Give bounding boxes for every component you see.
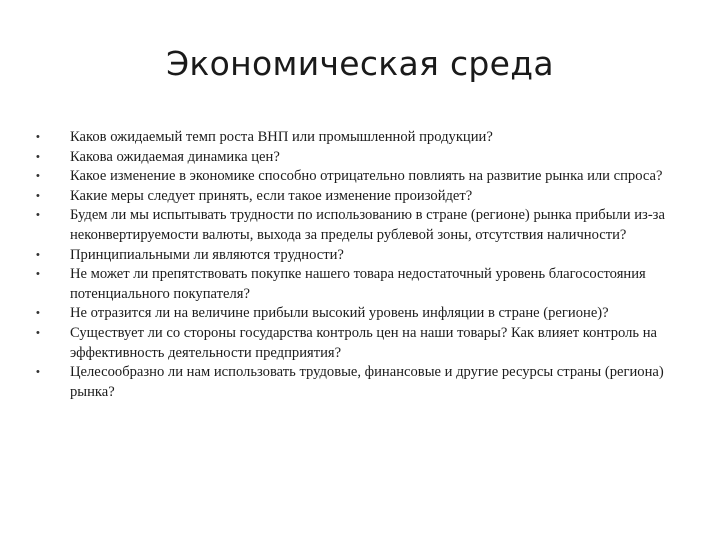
list-item-text: Какие меры следует принять, если такое изменение произойдет? xyxy=(70,187,473,204)
list-item xyxy=(36,265,686,304)
list-item xyxy=(36,206,686,245)
list-item-text: Не может ли препятствовать покупке нашего товара недостаточный уровень благосостояния потенциального покупателя? xyxy=(70,266,646,302)
bullet-icon: • xyxy=(36,307,40,320)
list-item xyxy=(36,363,686,402)
bullet-icon: • xyxy=(36,150,40,163)
bullet-icon: • xyxy=(36,366,40,379)
list-item-text: Какое изменение в экономике способно отрицательно повлиять на развитие рынка или спроса? xyxy=(70,168,663,185)
list-item xyxy=(36,246,686,266)
bullet-icon: • xyxy=(36,268,40,281)
list-item xyxy=(36,128,686,148)
list-item-text: Не отразится ли на величине прибыли высокий уровень инфляции в стране (регионе)? xyxy=(70,305,609,322)
bullet-icon: • xyxy=(36,248,40,261)
bullet-list xyxy=(36,128,686,402)
list-item xyxy=(36,167,686,187)
bullet-icon: • xyxy=(36,189,40,202)
bullet-icon: • xyxy=(36,131,40,143)
list-item xyxy=(36,304,686,324)
list-item-text: Существует ли со стороны государства контроль цен на наши товары? Как влияет контроль на эффективность деятельности предприятия? xyxy=(70,324,658,361)
bullet-icon: • xyxy=(36,326,40,339)
slide-title: Экономическая среда xyxy=(166,44,554,83)
list-item xyxy=(36,324,686,363)
list-item xyxy=(36,148,686,168)
list-item-text: Каков ожидаемый темп роста ВНП или промышленной продукции? xyxy=(70,129,493,145)
bullet-icon: • xyxy=(36,209,40,222)
bullet-icon: • xyxy=(36,170,40,183)
list-item-text: Целесообразно ли нам использовать трудовые, финансовые и другие ресурсы страны (региона) рынка? xyxy=(70,364,664,400)
list-item xyxy=(36,187,686,207)
list-item-text: Какова ожидаемая динамика цен? xyxy=(70,148,280,165)
list-item-text: Принципиальными ли являются трудности? xyxy=(70,246,344,263)
list-item-text: Будем ли мы испытывать трудности по использованию в стране (регионе) рынка прибыли из-за неконвертируемости валюты, выхода за пределы рублевой зоны, отсутствия наличности? xyxy=(70,207,665,243)
